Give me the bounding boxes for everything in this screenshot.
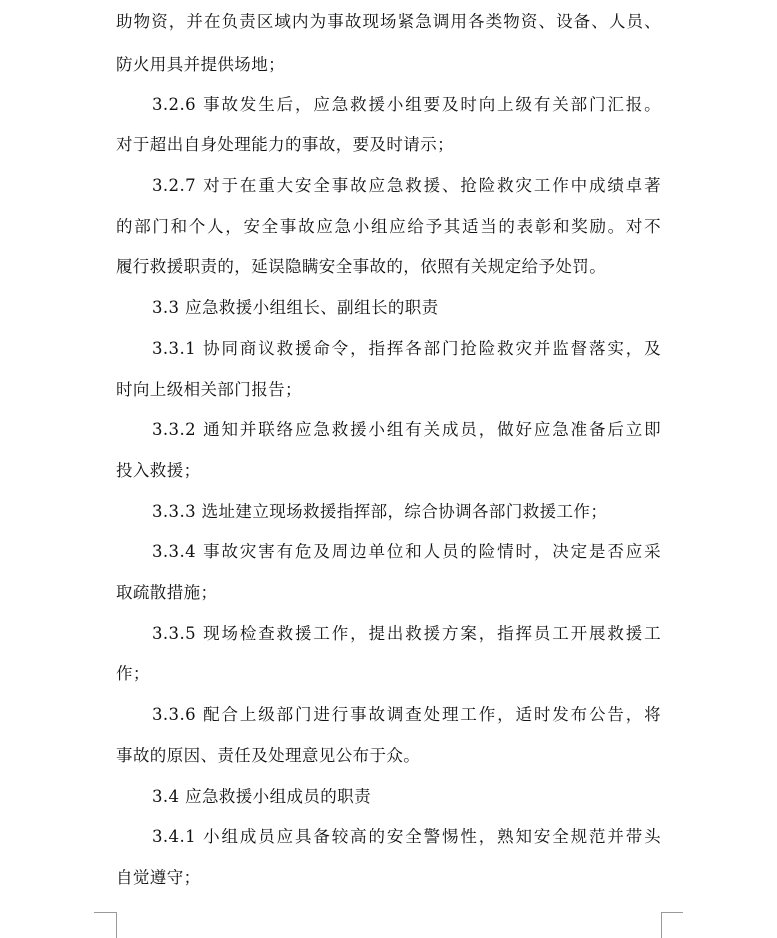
text-line: 3.2.6 事故发生后，应急救援小组要及时向上级有关部门汇报。 [152,95,661,114]
text-line: 助物资，并在负责区域内为事故现场紧急调用各类物资、设备、人员、 [116,12,661,31]
text-line: 防火用具并提供场地； [116,55,285,74]
text-line: 3.3.1 协同商议救援命令，指挥各部门抢险救灾并监督落实，及 [152,339,661,358]
section-heading: 3.4 应急救援小组成员的职责 [152,787,371,806]
text-line: 3.3.6 配合上级部门进行事故调查处理工作，适时发布公告，将 [152,705,661,724]
text-line: 3.2.7 对于在重大安全事故应急救援、抢险救灾工作中成绩卓著 [152,176,661,195]
text-line: 3.3.4 事故灾害有危及周边单位和人员的险情时，决定是否应采 [152,542,661,561]
section-heading: 3.3 应急救援小组组长、副组长的职责 [152,298,439,317]
text-line: 3.3.2 通知并联络应急救援小组有关成员，做好应急准备后立即 [152,420,661,439]
text-line: 取疏散措施； [116,583,218,602]
text-line: 自觉遵守； [116,868,201,887]
text-line: 3.3.5 现场检查救援工作，提出救援方案，指挥员工开展救援工 [152,624,661,643]
text-line: 投入救援； [116,461,201,480]
text-line: 事故的原因、责任及处理意见公布于众。 [116,746,421,765]
text-line: 的部门和个人，安全事故应急小组应给予其适当的表彰和奖励。对不 [116,217,661,236]
text-line: 履行救援职责的，延误隐瞒安全事故的，依照有关规定给予处罚。 [116,257,607,276]
text-line: 3.4.1 小组成员应具备较高的安全警惕性，熟知安全规范并带头 [152,827,661,846]
text-line: 3.3.3 选址建立现场救援指挥部，综合协调各部门救援工作； [152,502,608,521]
text-line: 对于超出自身处理能力的事故，要及时请示； [116,135,454,154]
text-line: 时向上级相关部门报告； [116,380,302,399]
text-line: 作； [116,664,150,683]
